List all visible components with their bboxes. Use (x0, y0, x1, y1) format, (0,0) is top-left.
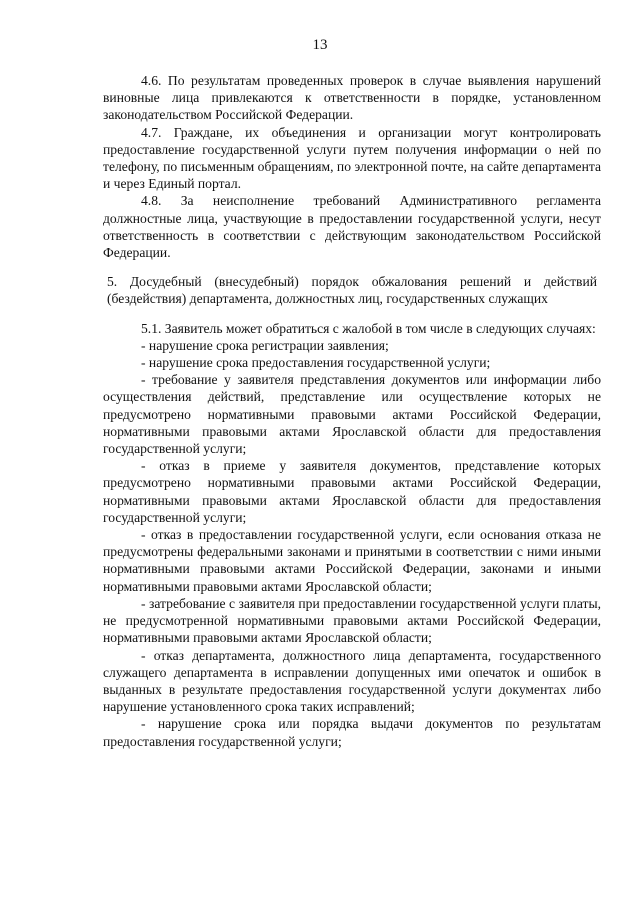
paragraph-4-6: 4.6. По результатам проведенных проверок в случае выявления нарушений виновные лица привлекаются к ответственности в порядке, установленном законодательством Российской Федерации. (103, 73, 601, 123)
list-item: - нарушение срока регистрации заявления; (141, 337, 389, 353)
list-item: - затребование с заявителя при предоставлении государственной услуги платы, не предусмотренной нормативными правовыми актами Российской Федерации, нормативными правовыми актами Ярославской области; (103, 595, 601, 646)
page-number: 13 (312, 37, 328, 53)
list-item: - отказ в приеме у заявителя документов, представление которых предусмотрено нормативными правовыми актами Российской Федерации, нормативными правовыми актами Ярославской области для предоставления государственной услуги; (103, 458, 601, 525)
paragraph-4-7: 4.7. Граждане, их объединения и организации могут контролировать предоставление государственной услуги путем получения информации о ней по телефону, по письменным обращениям, по электронной почте, на сайте департамента и через Единый портал. (103, 124, 601, 192)
list-item: - требование у заявителя представления документов или информации либо осуществления действий, представление или осуществление которых не предусмотрено нормативными правовыми актами Российской Федерации, нормативными правовыми актами Ярославской области для предоставления государственной услуги; (103, 372, 601, 457)
paragraph-4-8: 4.8. За неисполнение требований Административного регламента должностные лица, участвующие в предоставлении государственной услуги, несут ответственность в соответствии с действующим законодательством Российской Федерации. (103, 193, 601, 261)
list-item: - нарушение срока предоставления государственной услуги; (141, 355, 491, 371)
list-item: - отказ департамента, должностного лица департамента, государственного служащего департамента в исправлении допущенных ими опечаток и ошибок в выданных в результате предоставления государственной услуги документах либо нарушение установленного срока таких исправлений; (103, 647, 601, 715)
paragraph-5-1: 5.1. Заявитель может обратиться с жалобой в том числе в следующих случаях: (141, 320, 596, 336)
document-body (103, 72, 601, 750)
section-heading: 5. Досудебный (внесудебный) порядок обжалования решений и действий (бездействия) департамента, должностных лиц, государственных служащих (107, 274, 597, 307)
list-item: - нарушение срока или порядка выдачи документов по результатам предоставления государственной услуги; (103, 716, 601, 749)
list-item: - отказ в предоставлении государственной услуги, если основания отказа не предусмотрены федеральными законами и принятыми в соответствии с ними иными нормативными правовыми актами Российской Федерации, законами и иными нормативными правовыми актами Ярославской области; (103, 527, 601, 594)
